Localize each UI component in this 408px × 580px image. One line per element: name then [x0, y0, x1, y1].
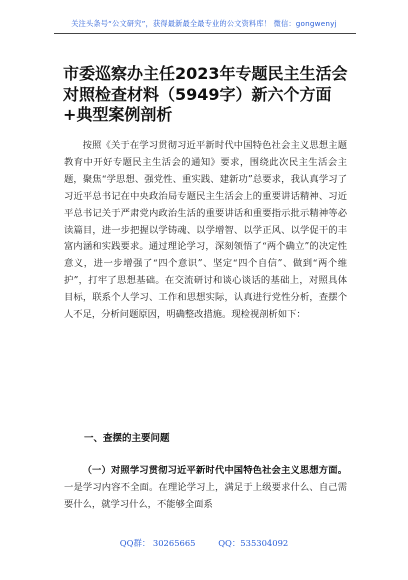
subsection-text: 一是学习内容不全面。在理论学习上，满足于上级要求什么、自己需要什么，就学习什么，不能够全面系 [64, 482, 347, 510]
footer-qq-group: QQ群： 30265665 [119, 538, 196, 548]
intro-paragraph: 按照《关于在学习贯彻习近平新时代中国特色社会主义思想主题教育中开好专题民主生活会的通知》要求，围绕此次民主生活会主题，聚焦“学思想、强党性、重实践、建新功”总要求，我认真学习了习近平总书记在中央政治局专题民主生活会上的重要讲话精神、习近平总书记关于严肃党内政治生活的重要讲话和重要指示批示精神等必读篇目，进一步把握以学铸魂、以学增智、以学正风、以学促干的丰富内涵和实践要求。通过理论学习，深刻领悟了“两个确立”的决定性意义，进一步增强了“四个意识”、坚定“四个自信”、做到“两个维护”，打牢了思想基础。在交流研讨和谈心谈话的基础上，对照具体目标，联系个人学习、工作和思想实际，认真进行党性分析，查摆个人不足，分析问题原因，明确整改措施。现检视剖析如下： [64, 140, 347, 321]
section-heading: 一、查摆的主要问题 [84, 433, 170, 444]
footer-qq: QQ：535304092 [218, 538, 289, 548]
subsection-lead: （一）对照学习贯彻习近平新时代中国特色社会主义思想方面。 [82, 465, 347, 476]
footer-contacts [0, 537, 408, 549]
document-title: 市委巡察办主任2023年专题民主生活会对照检查材料（5949字）新六个方面+典型案例剖析 [63, 64, 348, 124]
subsection-paragraph [64, 462, 347, 513]
header-promo-note: 关注头条号“公文研究”，获得最新最全最专业的公文资料库！ 微信：gongwenyj [71, 19, 337, 28]
header-divider [54, 33, 356, 34]
